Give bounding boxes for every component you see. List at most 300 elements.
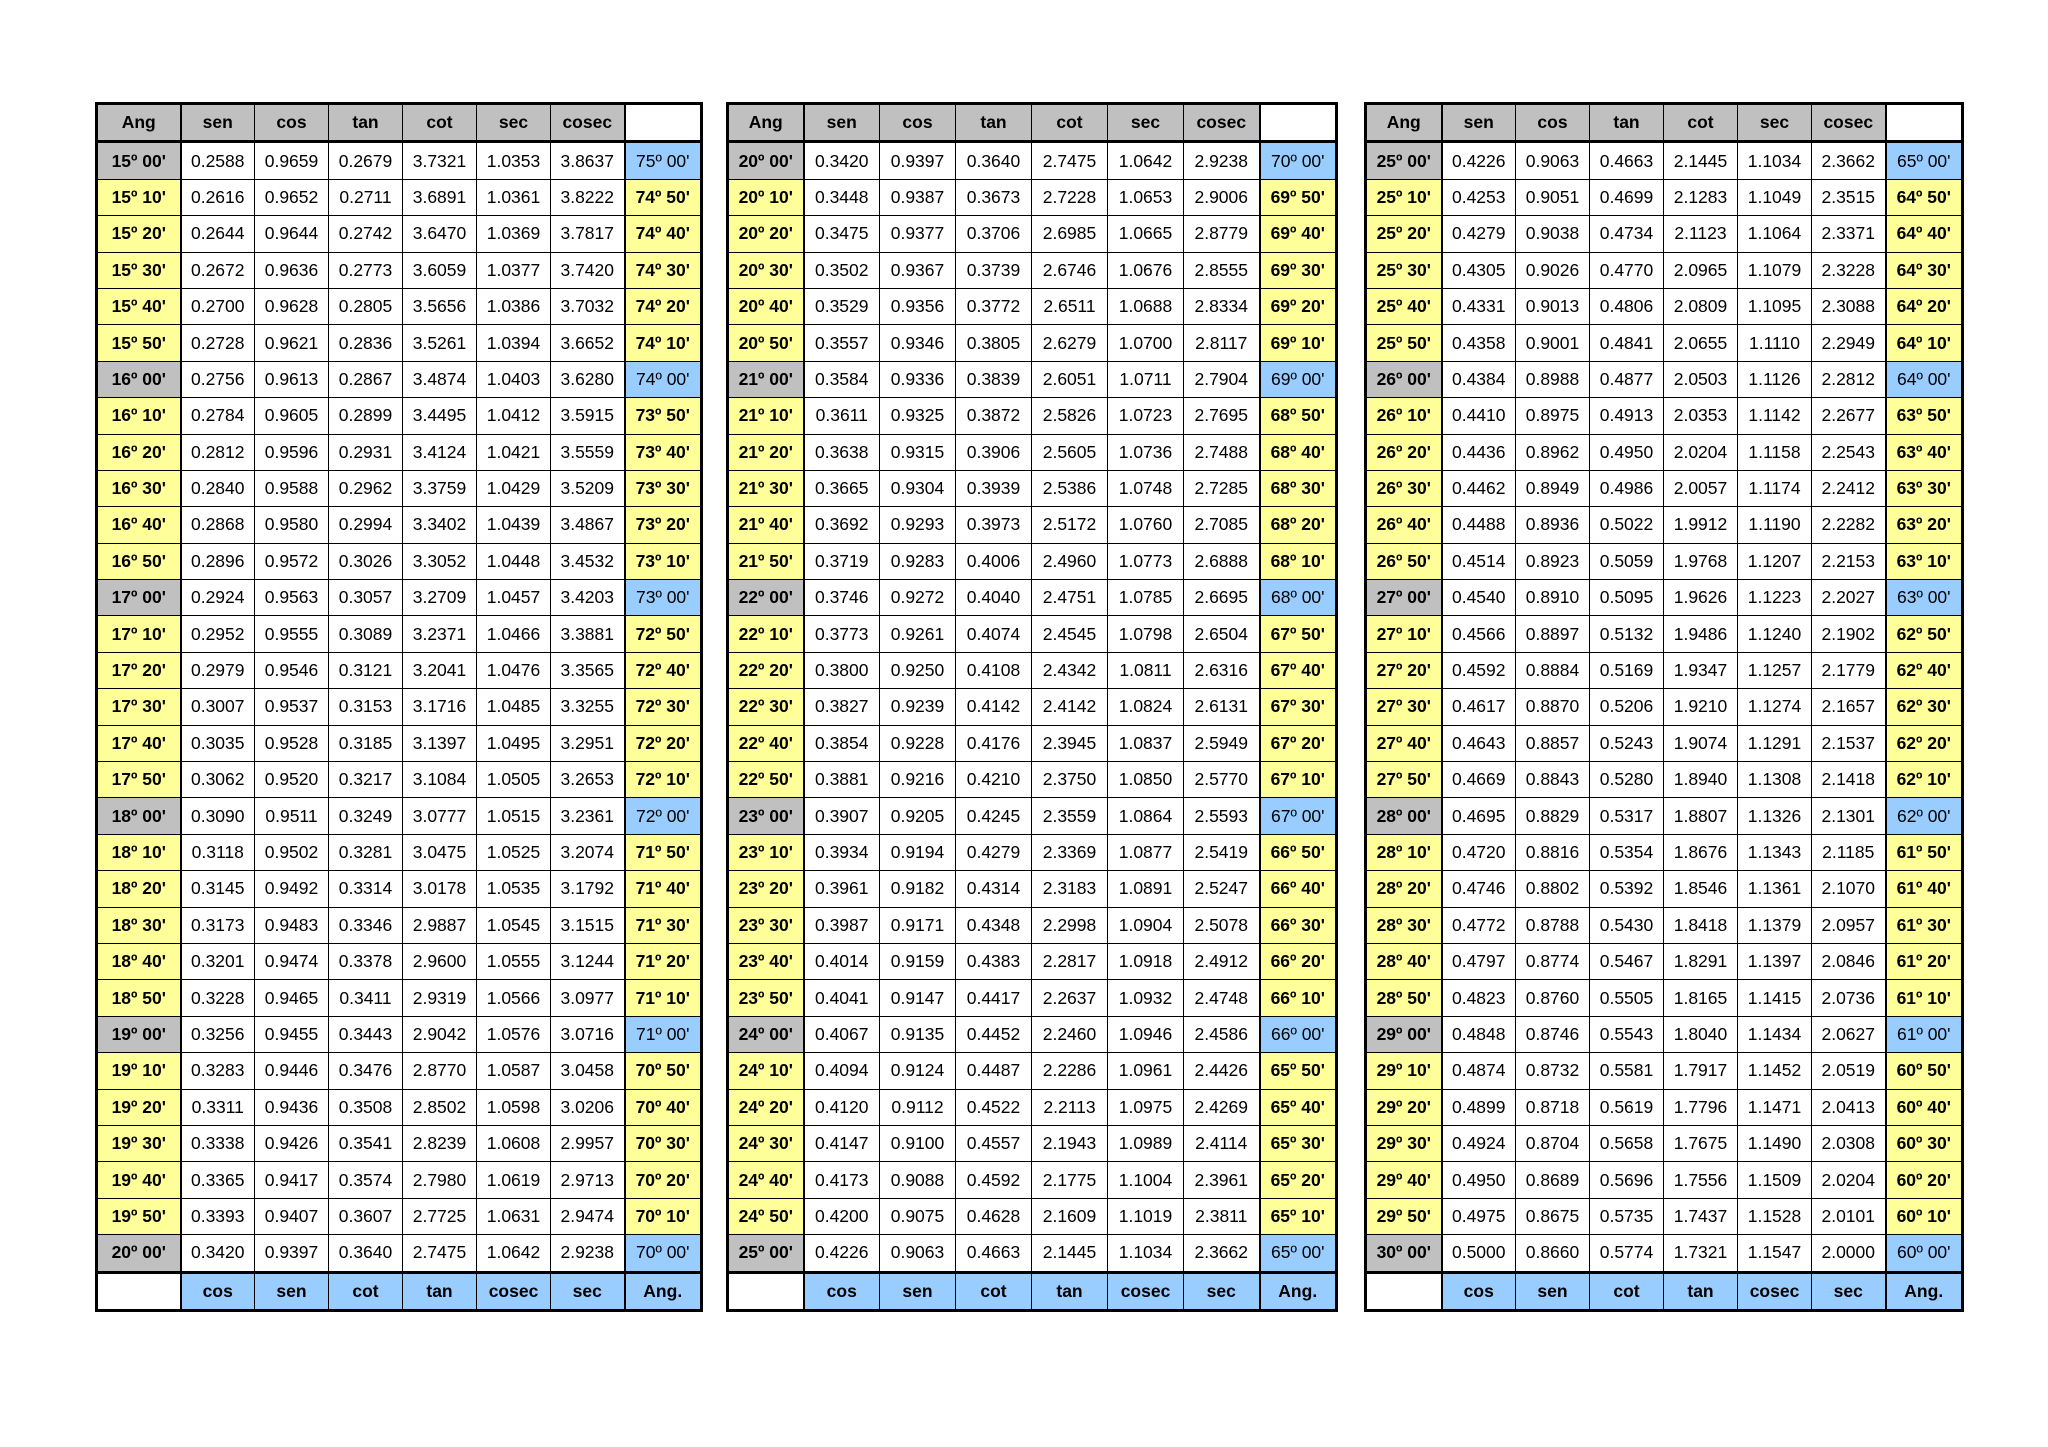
cell-sen: 0.4823 [1442, 980, 1516, 1016]
cell-complement-ang: 71º 20' [625, 943, 702, 979]
cell-sec: 1.1343 [1738, 834, 1812, 870]
cell-cot: 2.9319 [403, 980, 477, 1016]
cell-ang: 22º 20' [728, 652, 804, 688]
cell-complement-ang: 66º 50' [1260, 834, 1337, 870]
cell-sec: 1.1142 [1738, 398, 1812, 434]
cell-tan: 0.4663 [1590, 142, 1664, 179]
cell-cot: 3.4874 [403, 361, 477, 397]
cell-cot: 2.4751 [1032, 580, 1108, 616]
cell-cos: 0.9261 [880, 616, 956, 652]
cell-cot: 2.1775 [1032, 1162, 1108, 1198]
table-row [97, 1235, 702, 1272]
cell-complement-ang: 61º 00' [1886, 1016, 1963, 1052]
column-header-ang: Ang [1366, 104, 1442, 142]
cell-ang: 26º 10' [1366, 398, 1442, 434]
cell-cosec: 2.5949 [1184, 725, 1260, 761]
cell-cot: 2.6279 [1032, 325, 1108, 361]
cell-tan: 0.4314 [956, 871, 1032, 907]
cell-ang: 21º 40' [728, 507, 804, 543]
table-row [97, 725, 702, 761]
cell-cot: 3.2371 [403, 616, 477, 652]
cell-ang: 23º 10' [728, 834, 804, 870]
table-row [97, 142, 702, 179]
cell-tan: 0.5317 [1590, 798, 1664, 834]
cell-sec: 1.0631 [477, 1198, 551, 1234]
cell-ang: 18º 30' [97, 907, 181, 943]
table-row [97, 871, 702, 907]
column-footer-ang: Ang. [1886, 1272, 1963, 1310]
cell-cosec: 3.2653 [551, 762, 625, 798]
cell-cos: 0.8975 [1516, 398, 1590, 434]
cell-cot: 2.5172 [1032, 507, 1108, 543]
cell-tan: 0.4348 [956, 907, 1032, 943]
cell-cot: 2.0503 [1664, 361, 1738, 397]
cell-complement-ang: 63º 30' [1886, 470, 1963, 506]
table-row [97, 179, 702, 215]
cell-ang: 24º 40' [728, 1162, 804, 1198]
cell-sec: 1.0386 [477, 288, 551, 324]
cell-cos: 0.9572 [255, 543, 329, 579]
cell-sen: 0.3584 [804, 361, 880, 397]
cell-cosec: 2.8779 [1184, 216, 1260, 252]
cell-sec: 1.1158 [1738, 434, 1812, 470]
column-footer-sec: sec [1184, 1272, 1260, 1310]
cell-sen: 0.4041 [804, 980, 880, 1016]
cell-cosec: 2.3515 [1812, 179, 1886, 215]
column-header-cos: cos [255, 104, 329, 142]
table-footer-row [728, 1272, 1337, 1310]
table-row [97, 216, 702, 252]
cell-ang: 26º 40' [1366, 507, 1442, 543]
cell-cosec: 2.0846 [1812, 943, 1886, 979]
cell-cot: 2.5386 [1032, 470, 1108, 506]
cell-ang: 30º 00' [1366, 1235, 1442, 1272]
cell-tan: 0.4040 [956, 580, 1032, 616]
cell-ang: 19º 30' [97, 1125, 181, 1161]
cell-sec: 1.0448 [477, 543, 551, 579]
table-row [97, 798, 702, 834]
cell-sec: 1.1019 [1108, 1198, 1184, 1234]
column-header-sec: sec [477, 104, 551, 142]
cell-sen: 0.2756 [181, 361, 255, 397]
cell-cot: 2.2113 [1032, 1089, 1108, 1125]
cell-complement-ang: 61º 10' [1886, 980, 1963, 1016]
cell-tan: 0.5581 [1590, 1053, 1664, 1089]
cell-cosec: 2.8117 [1184, 325, 1260, 361]
cell-complement-ang: 66º 40' [1260, 871, 1337, 907]
cell-sec: 1.1064 [1738, 216, 1812, 252]
cell-complement-ang: 64º 00' [1886, 361, 1963, 397]
cell-cot: 1.9768 [1664, 543, 1738, 579]
cell-sen: 0.3881 [804, 762, 880, 798]
cell-cot: 1.7796 [1664, 1089, 1738, 1125]
table-row [728, 434, 1337, 470]
cell-sen: 0.3420 [181, 1235, 255, 1272]
column-header-cos: cos [880, 104, 956, 142]
cell-cosec: 2.7285 [1184, 470, 1260, 506]
cell-cosec: 2.9238 [1184, 142, 1260, 179]
cell-cosec: 2.0957 [1812, 907, 1886, 943]
column-header-tan: tan [1590, 104, 1664, 142]
cell-cot: 1.9210 [1664, 689, 1738, 725]
cell-complement-ang: 70º 10' [625, 1198, 702, 1234]
table-row [97, 1089, 702, 1125]
cell-cosec: 2.2282 [1812, 507, 1886, 543]
table-row [97, 1198, 702, 1234]
table-row [97, 507, 702, 543]
cell-sec: 1.0850 [1108, 762, 1184, 798]
cell-sec: 1.0608 [477, 1125, 551, 1161]
table-row [1366, 980, 1963, 1016]
table-row [1366, 798, 1963, 834]
cell-sen: 0.4331 [1442, 288, 1516, 324]
cell-ang: 23º 50' [728, 980, 804, 1016]
cell-ang: 28º 40' [1366, 943, 1442, 979]
cell-complement-ang: 74º 30' [625, 252, 702, 288]
cell-sec: 1.1326 [1738, 798, 1812, 834]
cell-complement-ang: 70º 20' [625, 1162, 702, 1198]
cell-sec: 1.0798 [1108, 616, 1184, 652]
cell-cot: 1.9912 [1664, 507, 1738, 543]
cell-complement-ang: 73º 10' [625, 543, 702, 579]
cell-ang: 19º 50' [97, 1198, 181, 1234]
cell-ang: 27º 10' [1366, 616, 1442, 652]
cell-sec: 1.1528 [1738, 1198, 1812, 1234]
cell-tan: 0.5774 [1590, 1235, 1664, 1272]
cell-cos: 0.9397 [880, 142, 956, 179]
cell-cot: 2.7980 [403, 1162, 477, 1198]
cell-tan: 0.4210 [956, 762, 1032, 798]
cell-cos: 0.9455 [255, 1016, 329, 1052]
cell-cos: 0.8988 [1516, 361, 1590, 397]
table-row [97, 980, 702, 1016]
cell-cot: 1.8165 [1664, 980, 1738, 1016]
cell-cosec: 2.2153 [1812, 543, 1886, 579]
cell-complement-ang: 69º 50' [1260, 179, 1337, 215]
cell-cosec: 2.6131 [1184, 689, 1260, 725]
cell-complement-ang: 63º 50' [1886, 398, 1963, 434]
cell-sen: 0.3638 [804, 434, 880, 470]
cell-tan: 0.4006 [956, 543, 1032, 579]
cell-complement-ang: 70º 30' [625, 1125, 702, 1161]
cell-complement-ang: 68º 40' [1260, 434, 1337, 470]
cell-sec: 1.0864 [1108, 798, 1184, 834]
table-row [1366, 1089, 1963, 1125]
cell-ang: 22º 30' [728, 689, 804, 725]
cell-ang: 21º 50' [728, 543, 804, 579]
cell-cosec: 3.7032 [551, 288, 625, 324]
cell-tan: 0.3026 [329, 543, 403, 579]
cell-sen: 0.3090 [181, 798, 255, 834]
cell-sen: 0.4226 [1442, 142, 1516, 179]
cell-cot: 1.7437 [1664, 1198, 1738, 1234]
cell-ang: 16º 10' [97, 398, 181, 434]
cell-sec: 1.0975 [1108, 1089, 1184, 1125]
cell-cos: 0.9088 [880, 1162, 956, 1198]
cell-cot: 1.8418 [1664, 907, 1738, 943]
cell-sec: 1.0412 [477, 398, 551, 434]
cell-complement-ang: 73º 20' [625, 507, 702, 543]
cell-complement-ang: 60º 30' [1886, 1125, 1963, 1161]
cell-cot: 2.4342 [1032, 652, 1108, 688]
column-footer-sen: sen [255, 1272, 329, 1310]
cell-sen: 0.3201 [181, 943, 255, 979]
table-row [728, 398, 1337, 434]
cell-ang: 17º 30' [97, 689, 181, 725]
table-row [728, 725, 1337, 761]
column-header-ang: Ang [728, 104, 804, 142]
cell-cos: 0.9075 [880, 1198, 956, 1234]
table-row [97, 325, 702, 361]
cell-sec: 1.1415 [1738, 980, 1812, 1016]
cell-ang: 18º 10' [97, 834, 181, 870]
column-header-complement-ang [1260, 104, 1337, 142]
table-row [1366, 907, 1963, 943]
cell-sen: 0.4899 [1442, 1089, 1516, 1125]
cell-cosec: 2.0736 [1812, 980, 1886, 1016]
cell-complement-ang: 64º 20' [1886, 288, 1963, 324]
cell-ang: 24º 30' [728, 1125, 804, 1161]
cell-cot: 2.1445 [1032, 1235, 1108, 1272]
cell-cosec: 3.7420 [551, 252, 625, 288]
cell-complement-ang: 74º 10' [625, 325, 702, 361]
cell-ang: 26º 00' [1366, 361, 1442, 397]
cell-sen: 0.3665 [804, 470, 880, 506]
cell-ang: 29º 10' [1366, 1053, 1442, 1089]
cell-tan: 0.4074 [956, 616, 1032, 652]
table-row [97, 652, 702, 688]
cell-cos: 0.9001 [1516, 325, 1590, 361]
cell-cosec: 3.1792 [551, 871, 625, 907]
cell-sec: 1.0711 [1108, 361, 1184, 397]
table-row [728, 652, 1337, 688]
cell-sec: 1.1291 [1738, 725, 1812, 761]
cell-cos: 0.8949 [1516, 470, 1590, 506]
cell-sec: 1.0525 [477, 834, 551, 870]
cell-tan: 0.4950 [1590, 434, 1664, 470]
trig-table-1 [95, 102, 703, 1312]
cell-cos: 0.8897 [1516, 616, 1590, 652]
cell-complement-ang: 74º 20' [625, 288, 702, 324]
cell-cosec: 2.4269 [1184, 1089, 1260, 1125]
cell-ang: 23º 00' [728, 798, 804, 834]
cell-cot: 1.8676 [1664, 834, 1738, 870]
cell-cot: 2.7475 [1032, 142, 1108, 179]
cell-cosec: 2.7085 [1184, 507, 1260, 543]
table-row [728, 288, 1337, 324]
cell-sec: 1.1034 [1108, 1235, 1184, 1272]
cell-sen: 0.4384 [1442, 361, 1516, 397]
cell-cosec: 3.3565 [551, 652, 625, 688]
cell-sec: 1.1223 [1738, 580, 1812, 616]
column-header-cot: cot [1032, 104, 1108, 142]
table-footer-row [1366, 1272, 1963, 1310]
cell-tan: 0.2994 [329, 507, 403, 543]
cell-complement-ang: 63º 10' [1886, 543, 1963, 579]
cell-cos: 0.9446 [255, 1053, 329, 1089]
cell-cos: 0.9336 [880, 361, 956, 397]
cell-sen: 0.4358 [1442, 325, 1516, 361]
cell-sen: 0.4797 [1442, 943, 1516, 979]
cell-cosec: 2.1902 [1812, 616, 1886, 652]
cell-sen: 0.2868 [181, 507, 255, 543]
table-row [97, 762, 702, 798]
cell-tan: 0.3607 [329, 1198, 403, 1234]
cell-sec: 1.0429 [477, 470, 551, 506]
cell-complement-ang: 64º 30' [1886, 252, 1963, 288]
cell-sec: 1.0736 [1108, 434, 1184, 470]
cell-complement-ang: 70º 00' [1260, 142, 1337, 179]
cell-sen: 0.2672 [181, 252, 255, 288]
cell-sec: 1.1174 [1738, 470, 1812, 506]
cell-sen: 0.4173 [804, 1162, 880, 1198]
column-footer-cosec: cosec [1738, 1272, 1812, 1310]
cell-sec: 1.0642 [1108, 142, 1184, 179]
table-row [97, 252, 702, 288]
cell-tan: 0.4986 [1590, 470, 1664, 506]
table-row [97, 470, 702, 506]
cell-cosec: 2.5770 [1184, 762, 1260, 798]
cell-sec: 1.1034 [1738, 142, 1812, 179]
cell-sec: 1.0961 [1108, 1053, 1184, 1089]
cell-cos: 0.9397 [255, 1235, 329, 1272]
table-row [1366, 652, 1963, 688]
cell-ang: 21º 20' [728, 434, 804, 470]
cell-sen: 0.3007 [181, 689, 255, 725]
cell-tan: 0.4557 [956, 1125, 1032, 1161]
cell-cos: 0.8910 [1516, 580, 1590, 616]
cell-complement-ang: 69º 00' [1260, 361, 1337, 397]
cell-complement-ang: 71º 00' [625, 1016, 702, 1052]
cell-ang: 15º 30' [97, 252, 181, 288]
cell-cosec: 2.1657 [1812, 689, 1886, 725]
cell-sen: 0.3502 [804, 252, 880, 288]
column-footer-cos: cos [181, 1272, 255, 1310]
table-row [1366, 834, 1963, 870]
cell-cosec: 2.4586 [1184, 1016, 1260, 1052]
cell-sen: 0.5000 [1442, 1235, 1516, 1272]
cell-sen: 0.4669 [1442, 762, 1516, 798]
cell-sen: 0.4566 [1442, 616, 1516, 652]
cell-sec: 1.1004 [1108, 1162, 1184, 1198]
cell-tan: 0.2962 [329, 470, 403, 506]
cell-sen: 0.3961 [804, 871, 880, 907]
table-row [97, 834, 702, 870]
cell-cot: 2.0965 [1664, 252, 1738, 288]
trig-table-3 [1364, 102, 1964, 1312]
cell-complement-ang: 65º 10' [1260, 1198, 1337, 1234]
cell-ang: 16º 50' [97, 543, 181, 579]
cell-cot: 2.8770 [403, 1053, 477, 1089]
cell-cosec: 2.1418 [1812, 762, 1886, 798]
cell-complement-ang: 74º 50' [625, 179, 702, 215]
cell-tan: 0.4699 [1590, 179, 1664, 215]
cell-complement-ang: 65º 30' [1260, 1125, 1337, 1161]
table-row [1366, 1235, 1963, 1272]
cell-cos: 0.9492 [255, 871, 329, 907]
cell-cos: 0.8732 [1516, 1053, 1590, 1089]
cell-tan: 0.3153 [329, 689, 403, 725]
cell-sec: 1.0515 [477, 798, 551, 834]
cell-sec: 1.0748 [1108, 470, 1184, 506]
cell-complement-ang: 66º 30' [1260, 907, 1337, 943]
cell-cot: 2.8502 [403, 1089, 477, 1125]
cell-sec: 1.1490 [1738, 1125, 1812, 1161]
cell-cos: 0.8816 [1516, 834, 1590, 870]
cell-cosec: 3.1515 [551, 907, 625, 943]
cell-sen: 0.2896 [181, 543, 255, 579]
cell-ang: 25º 00' [728, 1235, 804, 1272]
cell-cosec: 3.0716 [551, 1016, 625, 1052]
cell-cos: 0.9563 [255, 580, 329, 616]
cell-sec: 1.1308 [1738, 762, 1812, 798]
cell-sec: 1.0394 [477, 325, 551, 361]
cell-complement-ang: 62º 40' [1886, 652, 1963, 688]
table-row [97, 1162, 702, 1198]
cell-tan: 0.5619 [1590, 1089, 1664, 1125]
cell-tan: 0.2679 [329, 142, 403, 179]
cell-ang: 29º 30' [1366, 1125, 1442, 1161]
cell-tan: 0.5354 [1590, 834, 1664, 870]
cell-tan: 0.4734 [1590, 216, 1664, 252]
cell-cot: 1.8546 [1664, 871, 1738, 907]
cell-tan: 0.3249 [329, 798, 403, 834]
cell-ang: 28º 10' [1366, 834, 1442, 870]
cell-sen: 0.4540 [1442, 580, 1516, 616]
cell-sec: 1.0361 [477, 179, 551, 215]
cell-sen: 0.3800 [804, 652, 880, 688]
table-header-row [728, 104, 1337, 142]
cell-cosec: 3.1244 [551, 943, 625, 979]
cell-sec: 1.0676 [1108, 252, 1184, 288]
cell-sen: 0.4305 [1442, 252, 1516, 288]
cell-cot: 2.3945 [1032, 725, 1108, 761]
cell-sec: 1.1397 [1738, 943, 1812, 979]
table-row [728, 142, 1337, 179]
cell-sec: 1.0505 [477, 762, 551, 798]
cell-sen: 0.4488 [1442, 507, 1516, 543]
cell-cot: 2.1609 [1032, 1198, 1108, 1234]
cell-sec: 1.0535 [477, 871, 551, 907]
cell-cos: 0.9171 [880, 907, 956, 943]
cell-cot: 3.7321 [403, 142, 477, 179]
cell-cot: 3.6470 [403, 216, 477, 252]
cell-ang: 29º 20' [1366, 1089, 1442, 1125]
cell-ang: 20º 00' [97, 1235, 181, 1272]
table-row [1366, 689, 1963, 725]
cell-tan: 0.5543 [1590, 1016, 1664, 1052]
cell-ang: 23º 30' [728, 907, 804, 943]
cell-sec: 1.0403 [477, 361, 551, 397]
cell-cot: 2.7475 [403, 1235, 477, 1272]
table-row [728, 1053, 1337, 1089]
cell-tan: 0.3346 [329, 907, 403, 943]
table-row [728, 689, 1337, 725]
cell-cot: 3.4495 [403, 398, 477, 434]
cell-cosec: 2.0308 [1812, 1125, 1886, 1161]
cell-cosec: 2.1185 [1812, 834, 1886, 870]
cell-cosec: 2.4426 [1184, 1053, 1260, 1089]
cell-sec: 1.0700 [1108, 325, 1184, 361]
cell-cos: 0.9239 [880, 689, 956, 725]
cell-cos: 0.9613 [255, 361, 329, 397]
table-row [1366, 1053, 1963, 1089]
cell-cos: 0.9588 [255, 470, 329, 506]
cell-tan: 0.3089 [329, 616, 403, 652]
cell-cot: 3.4124 [403, 434, 477, 470]
cell-cosec: 2.9713 [551, 1162, 625, 1198]
cell-sen: 0.2588 [181, 142, 255, 179]
